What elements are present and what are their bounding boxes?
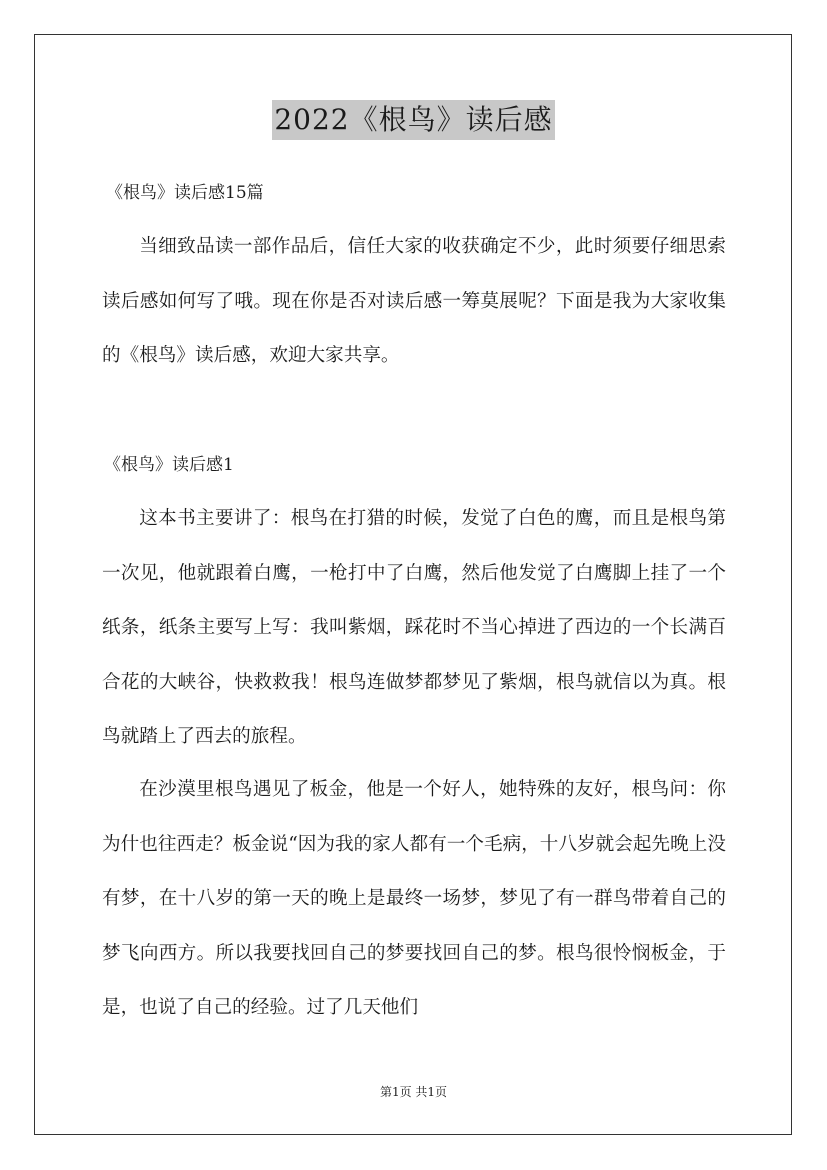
intro-paragraph: 当细致品读一部作品后，信任大家的收获确定不少，此时须要仔细思索读后感如何写了哦。现在你是否对读后感一筹莫展呢？下面是我为大家收集的《根鸟》读后感，欢迎大家共享。 xyxy=(102,236,726,366)
page-footer: 第1页 共1页 xyxy=(379,1085,448,1099)
section-heading: 《根鸟》读后感1 xyxy=(104,455,234,475)
document-title: 2022《根鸟》读后感 xyxy=(272,100,554,140)
document-title-wrapper xyxy=(0,100,827,140)
document-subtitle: 《根鸟》读后感15篇 xyxy=(106,183,264,203)
body-paragraph-1: 这本书主要讲了：根鸟在打猎的时候，发觉了白色的鹰，而且是根鸟第一次见，他就跟着白鹰，一枪打中了白鹰，然后他发觉了白鹰脚上挂了一个纸条，纸条主要写上写：我叫紫烟，踩花时不当心掉进了西边的一个长满百合花的大峡谷，快救救我！根鸟连做梦都梦见了紫烟，根鸟就信以为真。根鸟就踏上了西去的旅程。 xyxy=(102,508,726,747)
body-paragraph-2: 在沙漠里根鸟遇见了板金，他是一个好人，她特殊的友好，根鸟问：你为什也往西走？板金说“因为我的家人都有一个毛病，十八岁就会起先晚上没有梦，在十八岁的第一天的晚上是最终一场梦，梦见了有一群鸟带着自己的梦飞向西方。所以我要找回自己的梦要找回自己的梦。根鸟很怜悯板金，于是，也说了自己的经验。过了几天他们 xyxy=(102,779,726,1018)
